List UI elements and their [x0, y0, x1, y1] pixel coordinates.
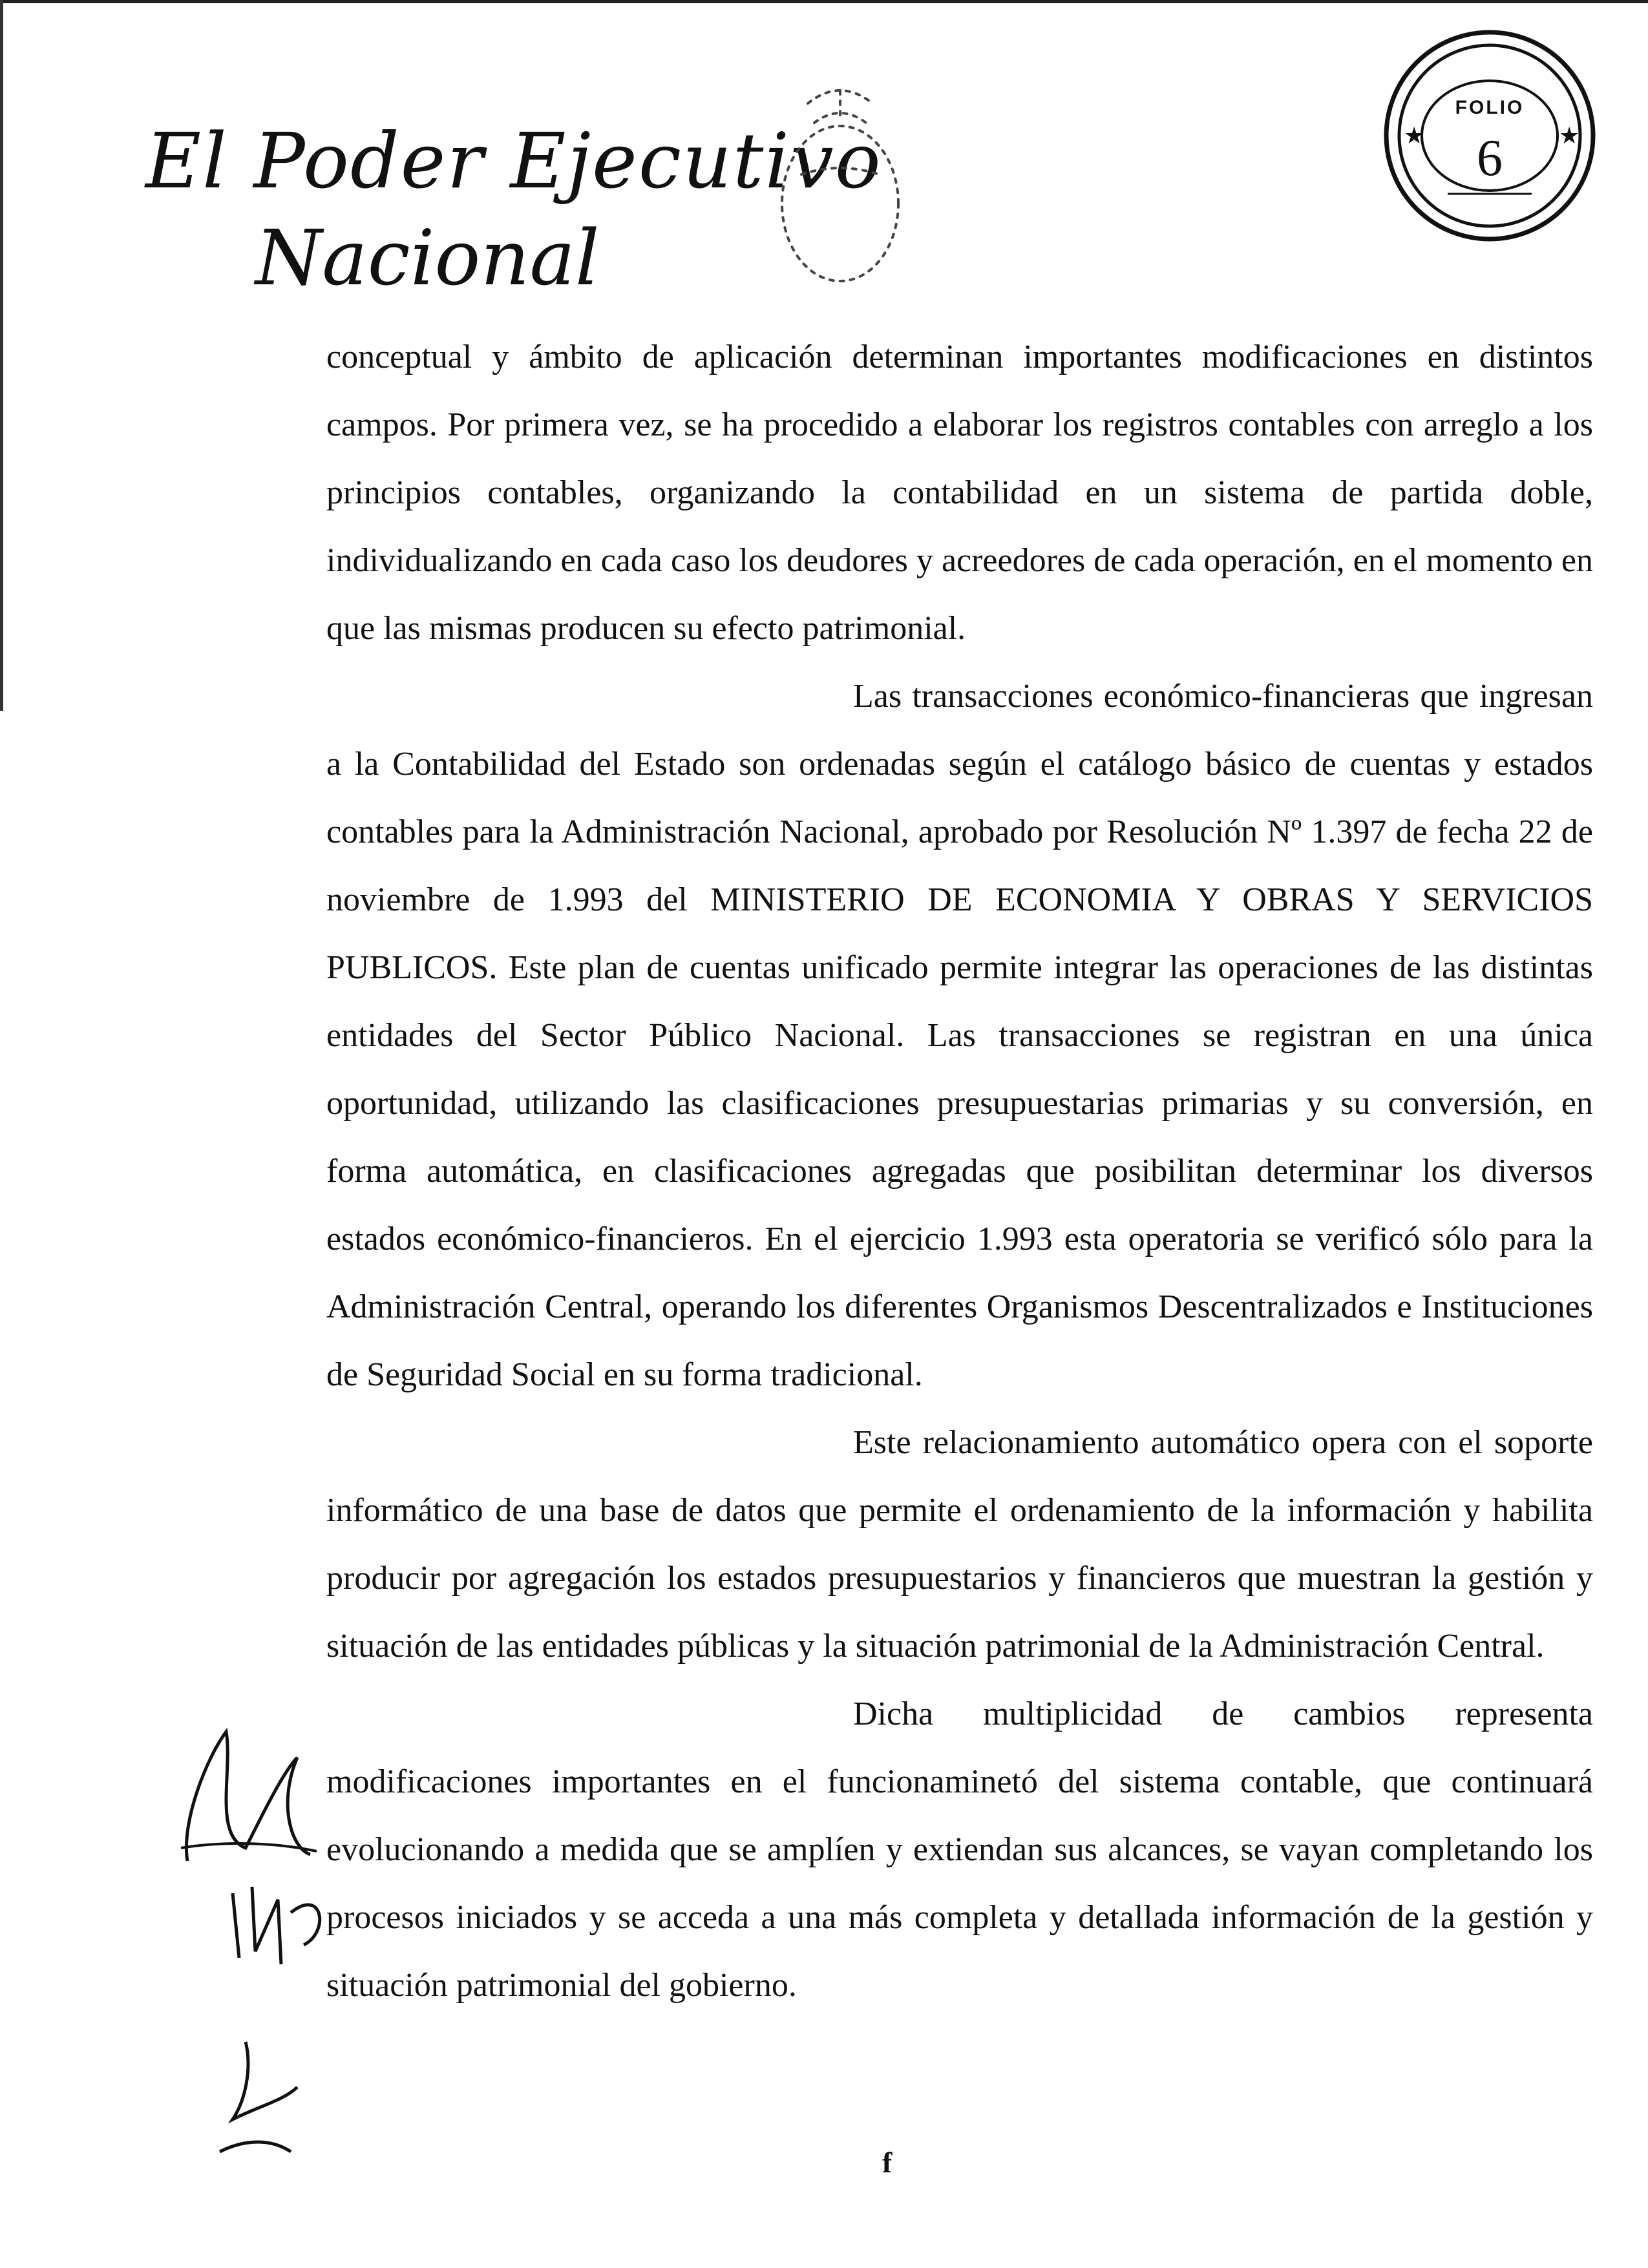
paragraph-1: conceptual y ámbito de aplicación determinan importantes modificaciones en distintos campos. Por primera vez, se ha procedido a elaborar los registros contables con arreglo a los principios contables, organizando la contabilidad en un sistema de partida doble, individualizando en cada caso los deudores y acreedores de cada operación, en el momento en que las mismas producen su efecto patrimonial. — [326, 339, 1593, 647]
left-border-line — [0, 0, 3, 711]
paragraph-3: Este relacionamiento automático opera con el soporte informático de una base de datos que permite el ordenamiento de la información y habilita producir por agregación los estados presupuestarios y financieros que muestran la gestión y situación de las entidades públicas y la situación patrimonial de la Administración Central. — [326, 1424, 1593, 1664]
svg-text:★: ★ — [1559, 122, 1580, 149]
paragraph-4: Dicha multiplicidad de cambios representa modificaciones importantes en el funcionaminetó del sistema contable, que continuará evolucionando a medida que se amplíen y extiendan sus alcances, se vayan completando los procesos iniciados y se acceda a una más completa y detallada información de la gestión y situación patrimonial del gobierno. — [326, 1696, 1593, 2004]
svg-text:★: ★ — [1404, 122, 1425, 149]
document-body — [326, 323, 1593, 2019]
letterhead-line-2: Nacional — [255, 213, 600, 302]
signature-initials-3 — [207, 2029, 323, 2158]
signature-initials-2 — [226, 1874, 336, 1971]
page-mark: f — [882, 2146, 893, 2179]
letterhead — [145, 116, 882, 310]
paragraph-2: Las transacciones económico-financieras que ingresan a la Contabilidad del Estado son ordenadas según el catálogo básico de cuentas y estados contables para la Administración Nacional, aprobado por Resolución Nº 1.397 de fecha 22 de noviembre de 1.993 del MINISTERIO DE ECONOMIA Y OBRAS Y SERVICIOS PUBLICOS. Este plan de cuentas unificado permite integrar las operaciones de las distintas entidades del Sector Público Nacional. Las transacciones se registran en una única oportunidad, utilizando las clasificaciones presupuestarias primarias y su conversión, en forma automática, en clasificaciones agregadas que posibilitan determinar los diversos estados económico-financieros. En el ejercicio 1.993 esta operatoria se verificó sólo para la Administración Central, operando los diferentes Organismos Descentralizados e Instituciones de Seguridad Social en su forma tradicional. — [326, 678, 1593, 1393]
letterhead-line-1: El Poder Ejecutivo — [145, 116, 882, 205]
signature-initials-1 — [168, 1719, 323, 1874]
folio-number: 6 — [1477, 130, 1503, 187]
folio-stamp — [1377, 26, 1603, 246]
national-coat-of-arms-icon — [763, 78, 918, 297]
top-border-line — [0, 0, 1648, 3]
folio-label: FOLIO — [1455, 97, 1525, 118]
